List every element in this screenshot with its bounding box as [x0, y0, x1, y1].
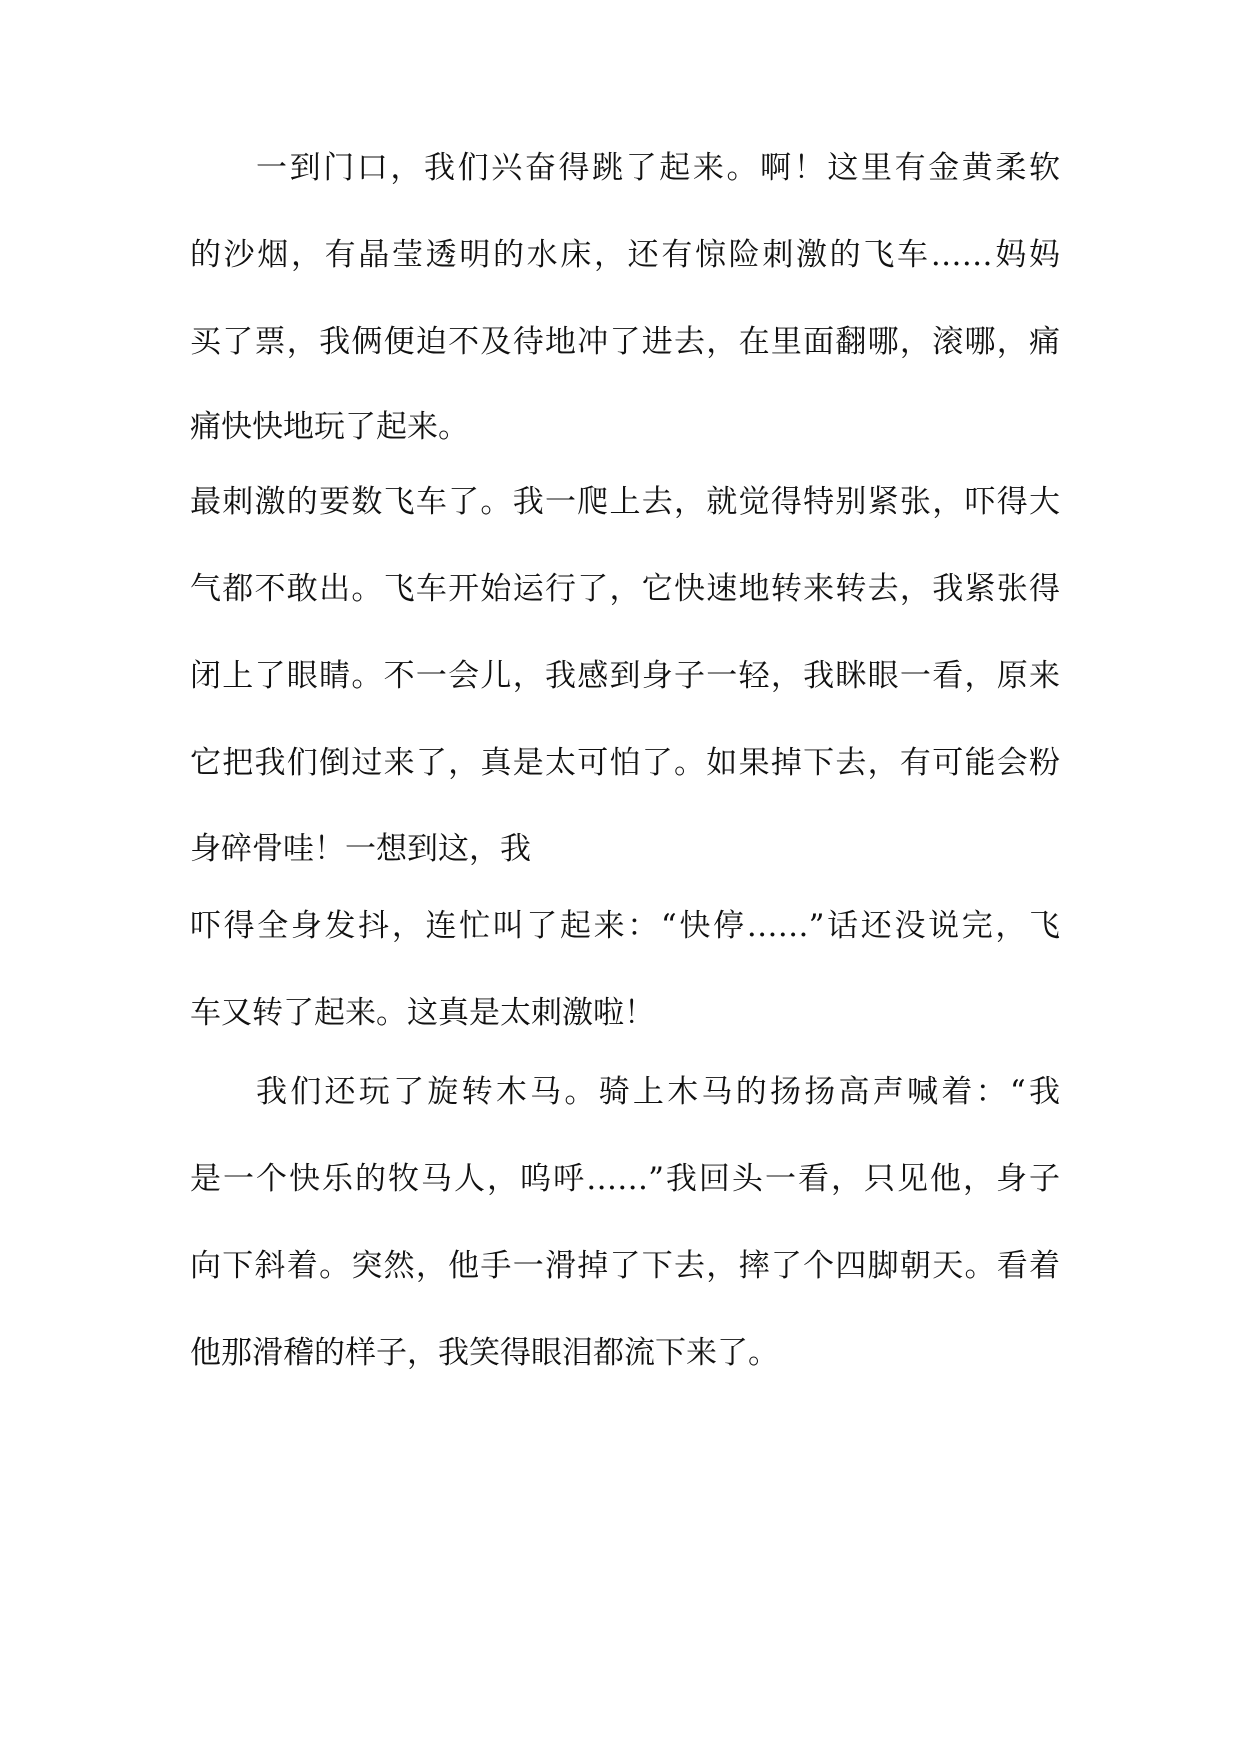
text-line: 是一个快乐的牧马人，呜呼……”我回头一看，只见他，身子 — [190, 1161, 1060, 1197]
text-line: 我们还玩了旋转木马。骑上木马的扬扬高声喊着：“我 — [256, 1074, 1060, 1110]
text-line: 他那滑稽的样子，我笑得眼泪都流下来了。 — [190, 1335, 779, 1371]
text-line: 一到门口，我们兴奋得跳了起来。啊！这里有金黄柔软 — [256, 150, 1060, 186]
text-line: 身碎骨哇！一想到这，我 — [190, 831, 531, 867]
text-line: 气都不敢出。飞车开始运行了，它快速地转来转去，我紧张得 — [190, 571, 1060, 607]
text-line: 痛快快地玩了起来。 — [190, 409, 469, 445]
text-line: 买了票，我俩便迫不及待地冲了进去，在里面翻哪，滚哪，痛 — [190, 324, 1060, 360]
text-line: 最刺激的要数飞车了。我一爬上去，就觉得特别紧张，吓得大 — [190, 484, 1060, 520]
text-line: 闭上了眼睛。不一会儿，我感到身子一轻，我眯眼一看，原来 — [190, 658, 1060, 694]
text-line: 它把我们倒过来了，真是太可怕了。如果掉下去，有可能会粉 — [190, 745, 1060, 781]
text-line: 向下斜着。突然，他手一滑掉了下去，摔了个四脚朝天。看着 — [190, 1248, 1060, 1284]
text-line: 车又转了起来。这真是太刺激啦！ — [190, 995, 655, 1031]
text-line: 吓得全身发抖，连忙叫了起来：“快停……”话还没说完，飞 — [190, 908, 1060, 944]
text-line: 的沙烟，有晶莹透明的水床，还有惊险刺激的飞车……妈妈 — [190, 237, 1060, 273]
